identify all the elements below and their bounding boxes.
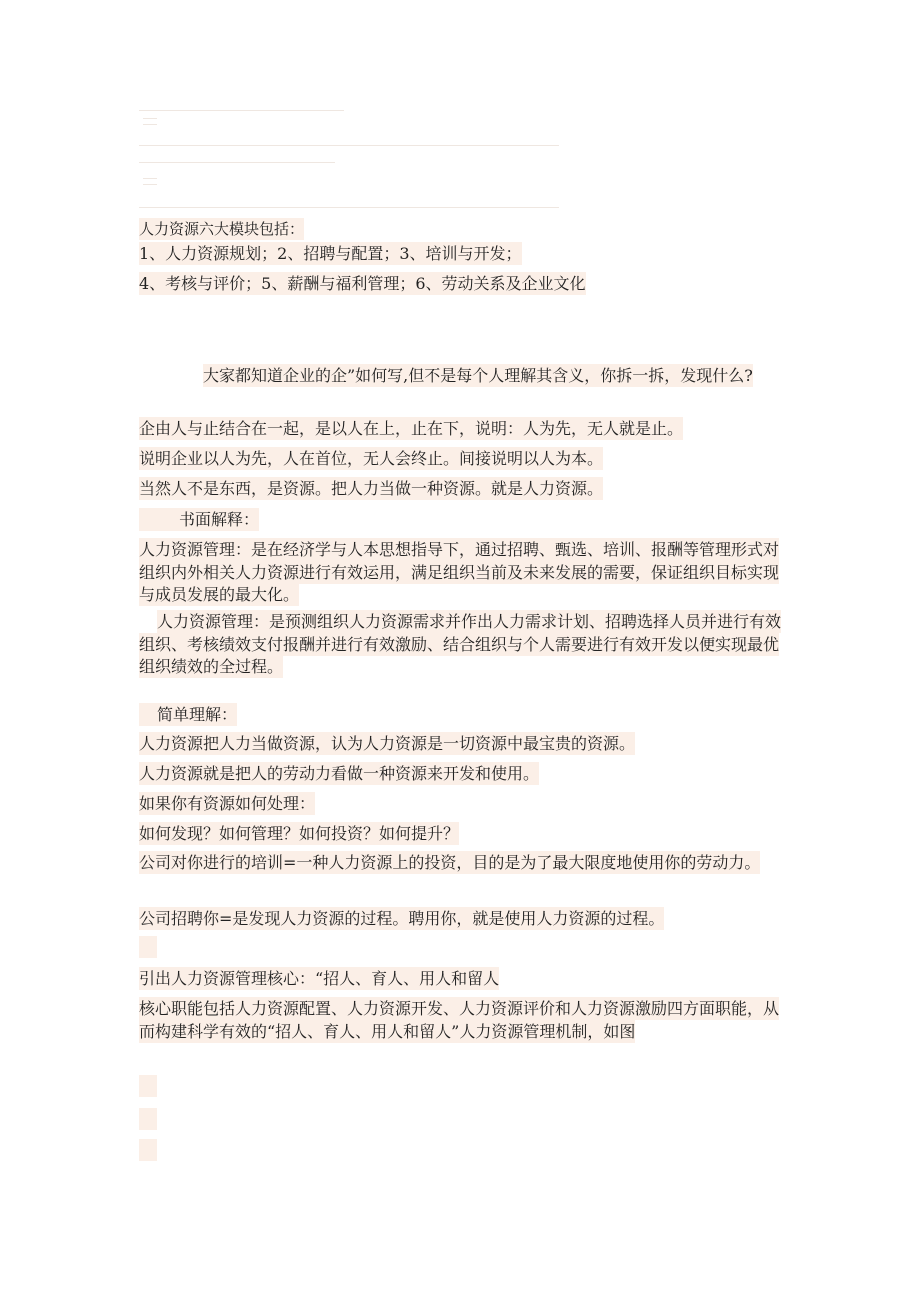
empty-highlight-block bbox=[139, 936, 157, 958]
simple-line-6: 公司招聘你=是发现人力资源的过程。聘用你，就是使用人力资源的过程。 bbox=[139, 909, 665, 928]
header-rule bbox=[143, 124, 157, 125]
header-rule bbox=[143, 184, 157, 185]
formal-definition-1: 人力资源管理：是在经济学与人本思想指导下，通过招聘、甄选、培训、报酬等管理形式对组织内外相关人力资源进行有效运用，满足组织当前及未来发展的需要，保证组织目标实现与成员发展的最大化。 bbox=[139, 540, 780, 604]
empty-highlight-block bbox=[139, 1108, 157, 1130]
header-rule bbox=[143, 118, 157, 119]
qi-line-2: 说明企业以人为先，人在首位，无人会终止。间接说明以人为本。 bbox=[139, 449, 604, 468]
simple-line-3: 如果你有资源如何处理： bbox=[139, 794, 316, 813]
modules-line-1: 1、人力资源规划；2、招聘与配置；3、培训与开发； bbox=[139, 244, 522, 263]
header-rule bbox=[139, 110, 344, 111]
header-rule bbox=[139, 207, 559, 208]
simple-line-4: 如何发现？如何管理？如何投资？如何提升？ bbox=[139, 824, 460, 843]
formal-definition-2: 人力资源管理：是预测组织人力资源需求并作出人力需求计划、招聘选择人员并进行有效组织、考核绩效支付报酬并进行有效激励、结合组织与个人需要进行有效开发以便实现最优组织绩效的全过程。 bbox=[139, 612, 782, 676]
simple-line-2: 人力资源就是把人的劳动力看做一种资源来开发和使用。 bbox=[139, 764, 540, 783]
header-rule bbox=[139, 162, 335, 163]
simple-line-1: 人力资源把人力当做资源，认为人力资源是一切资源中最宝贵的资源。 bbox=[139, 734, 636, 753]
qi-line-3: 当然人不是东西，是资源。把人力当做一种资源。就是人力资源。 bbox=[139, 479, 604, 498]
qi-line-1: 企由人与止结合在一起，是以人在上，止在下，说明：人为先，无人就是止。 bbox=[139, 419, 684, 438]
header-rule bbox=[143, 178, 157, 179]
modules-line-2: 4、考核与评价；5、薪酬与福利管理；6、劳动关系及企业文化 bbox=[139, 274, 586, 293]
qi-paragraph: 大家都知道企业的企”如何写,但不是每个人理解其含义，你拆一拆，发现什么? bbox=[203, 366, 753, 385]
simple-line-5: 公司对你进行的培训=一种人力资源上的投资，目的是为了最大限度地使用你的劳动力。 bbox=[139, 853, 761, 872]
simple-heading: 简单理解： bbox=[139, 705, 237, 725]
empty-highlight-block bbox=[139, 1139, 157, 1161]
core-paragraph: 核心职能包括人力资源配置、人力资源开发、人力资源评价和人力资源激励四方面职能，从而构建科学有效的“招人、育人、用人和留人”人力资源管理机制，如图 bbox=[139, 999, 780, 1041]
modules-intro: 人力资源六大模块包括： bbox=[139, 220, 305, 238]
empty-highlight-block bbox=[139, 1075, 157, 1097]
formal-heading: 书面解释： bbox=[139, 510, 259, 530]
core-heading: 引出人力资源管理核心：“招人、育人、用人和留人 bbox=[139, 969, 500, 988]
header-rule bbox=[139, 145, 559, 146]
